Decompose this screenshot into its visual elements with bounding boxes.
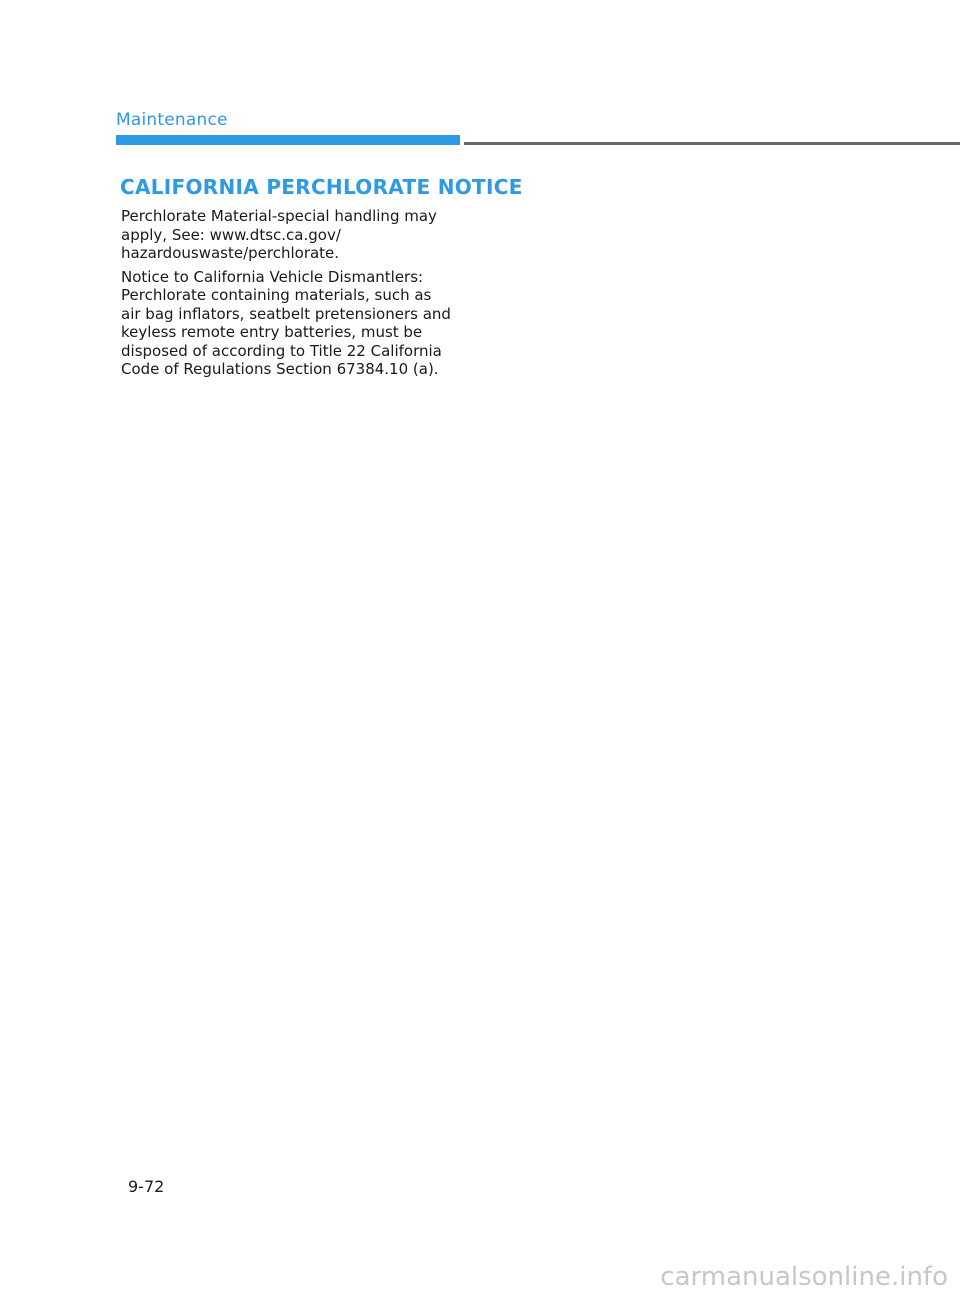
body-text xyxy=(121,207,451,384)
section-label: Maintenance xyxy=(116,110,228,130)
watermark: carmanualsonline.info xyxy=(660,1262,948,1292)
page-number: 9-72 xyxy=(128,1177,165,1196)
page-heading: CALIFORNIA PERCHLORATE NOTICE xyxy=(120,175,523,199)
paragraph-perchlorate-handling: Perchlorate Material-special handling may apply, See: www.dtsc.ca.gov/ hazardouswaste/perchlorate. xyxy=(121,207,437,262)
paragraph-dismantlers-notice: Notice to California Vehicle Dismantlers: Perchlorate containing materials, such as air bag inflators, seatbelt pretensioners and keyless remote entry batteries, must be disposed of according to Title 22 California Code of Regulations Section 67384.10 (a). xyxy=(121,267,451,378)
header-accent-bar xyxy=(116,135,460,145)
header-divider-line xyxy=(464,142,960,145)
